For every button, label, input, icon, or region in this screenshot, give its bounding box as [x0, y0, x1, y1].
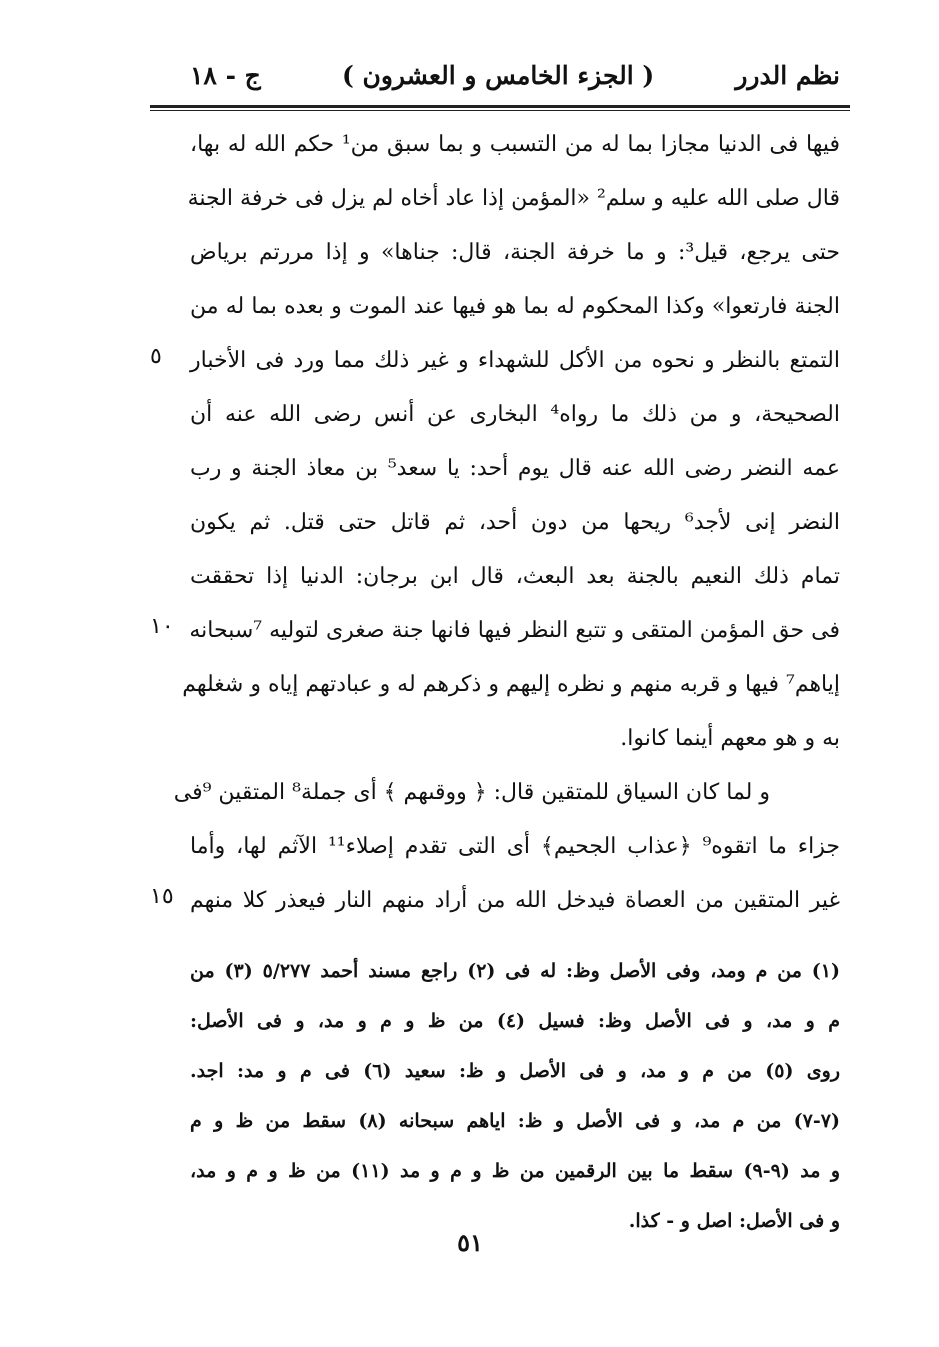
header-part-title: ( الجزء الخامس و العشرون )	[341, 60, 655, 90]
line-number: ١٠	[150, 614, 174, 639]
footnote-line: و مد (٩-٩) سقط ما بين الرقمين من ظ و م و مد (١١) من ظ و م و مد،	[190, 1160, 840, 1182]
text-line: و لما كان السياق للمتقين قال: ﴿ ووقىهم ﴾ أى جملة⁸ المتقين ⁹فى	[173, 780, 770, 805]
header-book-title: نظم الدرر	[735, 60, 840, 90]
text-line: تمام ذلك النعيم بالجنة بعد البعث، قال ابن برجان: الدنيا إذا تحققت	[190, 564, 840, 589]
footnote-line: و فى الأصل: اصل و - كذا.	[628, 1210, 840, 1232]
text-line: قال صلى الله عليه و سلم² «المؤمن إذا عاد أخاه لم يزل فى خرفة الجنة	[187, 186, 840, 211]
footnote-line: روى (٥) من م و مد، و فى الأصل و ظ: سعيد (٦) فى م و مد: اجد.	[190, 1060, 841, 1082]
text-line: فيها فى الدنيا مجازا بما له من التسبب و بما سبق من¹ حكم الله له بها،	[190, 132, 841, 157]
text-line: النضر إنى لأجد⁶ ريحها من دون أحد، ثم قاتل حتى قتل. ثم يكون	[190, 510, 840, 535]
footnotes	[190, 946, 840, 1246]
line-number: ١٥	[150, 884, 174, 909]
text-line: الجنة فارتعوا» وكذا المحكوم له بما هو فيها عند الموت و بعده بما له من	[190, 294, 840, 319]
line-number: ٥	[150, 344, 162, 369]
text-line: الصحيحة، و من ذلك ما رواه⁴ البخارى عن أنس رضى الله عنه أن	[190, 402, 840, 427]
text-line: جزاء ما اتقوه⁹ ﴿عذاب الجحيم﴾ أى التى تقدم إصلاء¹¹ الآثم لها، وأما	[190, 834, 840, 859]
text-line: فى حق المؤمن المتقى و تتبع النظر فيها فانها جنة صغرى لتوليه ⁷سبحانه	[189, 618, 840, 643]
header-volume: ج - ١٨	[190, 60, 261, 90]
footnote-line: (١) من م ومد، وفى الأصل وظ: له فى (٢) راجع مسند أحمد ٥/٢٧٧ (٣) من	[190, 960, 841, 982]
footnote-line: م و مد، و فى الأصل وظ: فسيل (٤) من ظ و م و مد، و فى الأصل:	[190, 1010, 840, 1032]
header-rule	[150, 105, 850, 111]
text-line: حتى يرجع، قيل³: و ما خرفة الجنة، قال: جناها» و إذا مررتم برياض	[190, 240, 840, 265]
footnote-line: (٧-٧) من م مد، و فى الأصل و ظ: اياهم سبحانه (٨) سقط من ظ و م	[190, 1110, 840, 1132]
text-line: إياهم⁷ فيها و قربه منهم و نظره إليهم و ذكرهم له و عبادتهم إياه و شغلهم	[182, 672, 840, 697]
text-line: عمه النضر رضى الله عنه قال يوم أحد: يا سعد⁵ بن معاذ الجنة و رب	[190, 456, 840, 481]
page-number: ٥١	[457, 1228, 483, 1257]
text-line: به و هو معهم أينما كانوا.	[620, 726, 840, 751]
main-text	[173, 118, 841, 928]
text-line: التمتع بالنظر و نحوه من الأكل للشهداء و غير ذلك مما ورد فى الأخبار	[190, 348, 840, 373]
running-header	[190, 50, 840, 100]
text-line: غير المتقين من العصاة فيدخل الله من أراد منهم النار فيعذر كلا منهم	[190, 888, 840, 913]
